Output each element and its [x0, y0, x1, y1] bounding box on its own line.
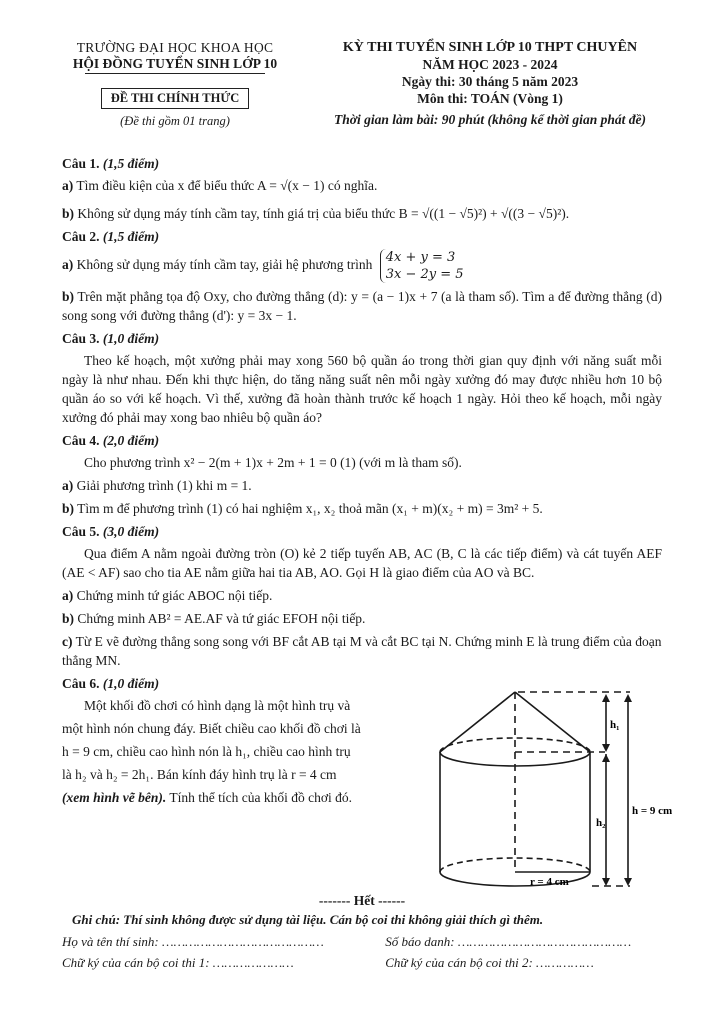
proctor-signature-row — [62, 955, 594, 971]
q4-intro: Cho phương trình x² − 2(m + 1)x + 2m + 1 = 0 (1) (với m là tham số). — [84, 455, 462, 470]
q4-part-a — [62, 476, 662, 495]
q1-part-b — [62, 204, 662, 223]
q1-number: Câu 1. — [62, 156, 100, 171]
q6-line-4: là h₂ và h₂ = 2h₁. Bán kính đáy hình trụ là r = 4 cm — [62, 767, 337, 782]
q3-points: (1,0 điểm) — [102, 331, 160, 346]
q5-a-text: Chứng minh tứ giác ABOC nội tiếp. — [76, 588, 273, 603]
school-name: TRƯỜNG ĐẠI HỌC KHOA HỌC — [76, 40, 274, 55]
q4-part-b — [62, 499, 662, 518]
exam-note: Ghi chú: Thí sinh không được sử dụng tài liệu. Cán bộ coi thi không giải thích gì thêm. — [72, 912, 544, 927]
q6-text — [62, 696, 422, 807]
q4-a-text: Giải phương trình (1) khi m = 1. — [76, 478, 252, 493]
q2-b-label: b) — [62, 289, 75, 304]
header-right — [300, 40, 680, 128]
header-underline — [85, 73, 265, 74]
r-label: r = 4 cm — [530, 876, 569, 888]
q2-part-a — [62, 249, 662, 283]
q1-points: (1,5 điểm) — [102, 156, 160, 171]
equation-2: 3x − 2y = 5 — [385, 267, 464, 282]
question-1-title — [62, 156, 662, 172]
cone-left-edge — [440, 692, 515, 752]
q2-part-b — [62, 287, 662, 325]
q1-a-text: Tìm điều kiện của x để biểu thức A = √(x − 1) có nghĩa. — [76, 178, 378, 193]
candidate-info-row — [62, 934, 631, 950]
q2-b-text: Trên mặt phẳng tọa độ Oxy, cho đường thẳng (d): y = (a − 1)x + 7 (a là tham số). Tìm a để đường thẳng (d) song song với đường thẳng (d'): y = 3x − 1. — [62, 289, 662, 323]
equation-system — [380, 249, 464, 283]
q4-a-label: a) — [62, 478, 74, 493]
cone-cylinder-figure — [420, 690, 690, 890]
question-4-title — [62, 433, 662, 449]
q2-number: Câu 2. — [62, 229, 100, 244]
exam-title: KỲ THI TUYỂN SINH LỚP 10 THPT CHUYÊN — [342, 40, 638, 55]
q6-line-3: h = 9 cm, chiều cao hình nón là h₁, chiều cao hình trụ — [62, 744, 351, 759]
q1-part-a — [62, 176, 662, 195]
q5-b-text: Chứng minh AB² = AE.AF và tứ giác EFOH nội tiếp. — [77, 611, 366, 626]
h-label: h = 9 cm — [632, 805, 673, 817]
q6-points: (1,0 điểm) — [102, 676, 160, 691]
page-count-note: (Đề thi gồm 01 trang) — [120, 114, 230, 128]
q3-number: Câu 3. — [62, 331, 100, 346]
q5-part-a — [62, 586, 662, 605]
q6-line-5-rest: Tính thể tích của khối đồ chơi đó. — [166, 790, 352, 805]
q5-c-label: c) — [62, 634, 73, 649]
q5-b-label: b) — [62, 611, 75, 626]
exam-time: Thời gian làm bài: 90 phút (không kể thời gian phát đề) — [334, 112, 646, 127]
header-left — [50, 40, 300, 129]
question-3-title — [62, 331, 662, 347]
end-marker: ------- Hết ------ — [318, 893, 406, 908]
q5-c-text: Từ E vẽ đường thẳng song song với BF cắt AB tại M và cắt BC tại N. Chứng minh E là trung điểm của đoạn thẳng MN. — [62, 634, 662, 668]
cone-right-edge — [515, 692, 590, 752]
h2-label: h₂ — [596, 817, 606, 829]
q6-line-5 — [62, 788, 422, 807]
q2-points: (1,5 điểm) — [102, 229, 160, 244]
q5-points: (3,0 điểm) — [102, 524, 160, 539]
exam-date: Ngày thi: 30 tháng 5 năm 2023 — [401, 74, 579, 89]
council-name: HỘI ĐỒNG TUYỂN SINH LỚP 10 — [72, 56, 278, 71]
q5-a-label: a) — [62, 588, 74, 603]
q4-b-text: Tìm m để phương trình (1) có hai nghiệm x₁, x₂ thoả mãn (x₁ + m)(x₂ + m) = 3m² + 5. — [77, 501, 543, 516]
q4-points: (2,0 điểm) — [102, 433, 160, 448]
proctor-2-signature: Chữ ký của cán bộ coi thi 2: …………… — [385, 955, 594, 970]
q1-b-text: Không sử dụng máy tính cầm tay, tính giá trị của biểu thức B = √((1 − √5)²) + √((3 − √5)²). — [77, 206, 570, 221]
q4-b-label: b) — [62, 501, 75, 516]
official-exam-badge: ĐỀ THI CHÍNH THỨC — [101, 88, 250, 109]
school-year: NĂM HỌC 2023 - 2024 — [422, 57, 558, 72]
q5-part-b — [62, 609, 662, 628]
exam-subject: Môn thi: TOÁN (Vòng 1) — [417, 91, 563, 106]
q6-line-1: Một khối đồ chơi có hình dạng là một hình trụ và — [84, 698, 351, 713]
q5-number: Câu 5. — [62, 524, 100, 539]
equation-1: 4x + y = 3 — [385, 250, 456, 265]
candidate-name-field: Họ và tên thí sinh: …………………………………… — [62, 934, 324, 949]
question-2-title — [62, 229, 662, 245]
q5-part-c — [62, 632, 662, 670]
q3-text: Theo kế hoạch, một xưởng phải may xong 560 bộ quần áo trong thời gian quy định với năng suất mỗi ngày là như nhau. Đến khi thực hiện, do tăng năng suất nên mỗi ngày xưởng đó may được nhiều hơn 10 bộ quần áo so với kế hoạch. Vì thế, xưởng đã hoàn thành trước kế hoạch 1 ngày. Hỏi theo kế hoạch, mỗi ngày xưởng đó phải may xong bao nhiêu bộ quần áo? — [62, 353, 662, 425]
q4-number: Câu 4. — [62, 433, 100, 448]
q6-number: Câu 6. — [62, 676, 100, 691]
q1-b-label: b) — [62, 206, 75, 221]
q2-a-label: a) — [62, 257, 74, 273]
h1-label: h₁ — [610, 719, 620, 731]
q6-line-2: một hình nón chung đáy. Biết chiều cao khối đồ chơi là — [62, 721, 361, 736]
q6-figure-ref: (xem hình vẽ bên). — [62, 790, 167, 805]
q5-intro: Qua điểm A nằm ngoài đường tròn (O) kẻ 2 tiếp tuyến AB, AC (B, C là các tiếp điểm) và cát tuyến AEF (AE < AF) sao cho tia AE nằm giữa hai tia AB, AO. Gọi H là giao điểm của AO và BC. — [62, 546, 662, 580]
q1-a-label: a) — [62, 178, 74, 193]
q2-a-text: Không sử dụng máy tính cầm tay, giải hệ phương trình — [76, 257, 373, 273]
candidate-number-field: Số báo danh: ……………………………………… — [385, 934, 632, 949]
proctor-1-signature: Chữ ký của cán bộ coi thi 1: ………………… — [62, 955, 294, 970]
question-5-title — [62, 524, 662, 540]
